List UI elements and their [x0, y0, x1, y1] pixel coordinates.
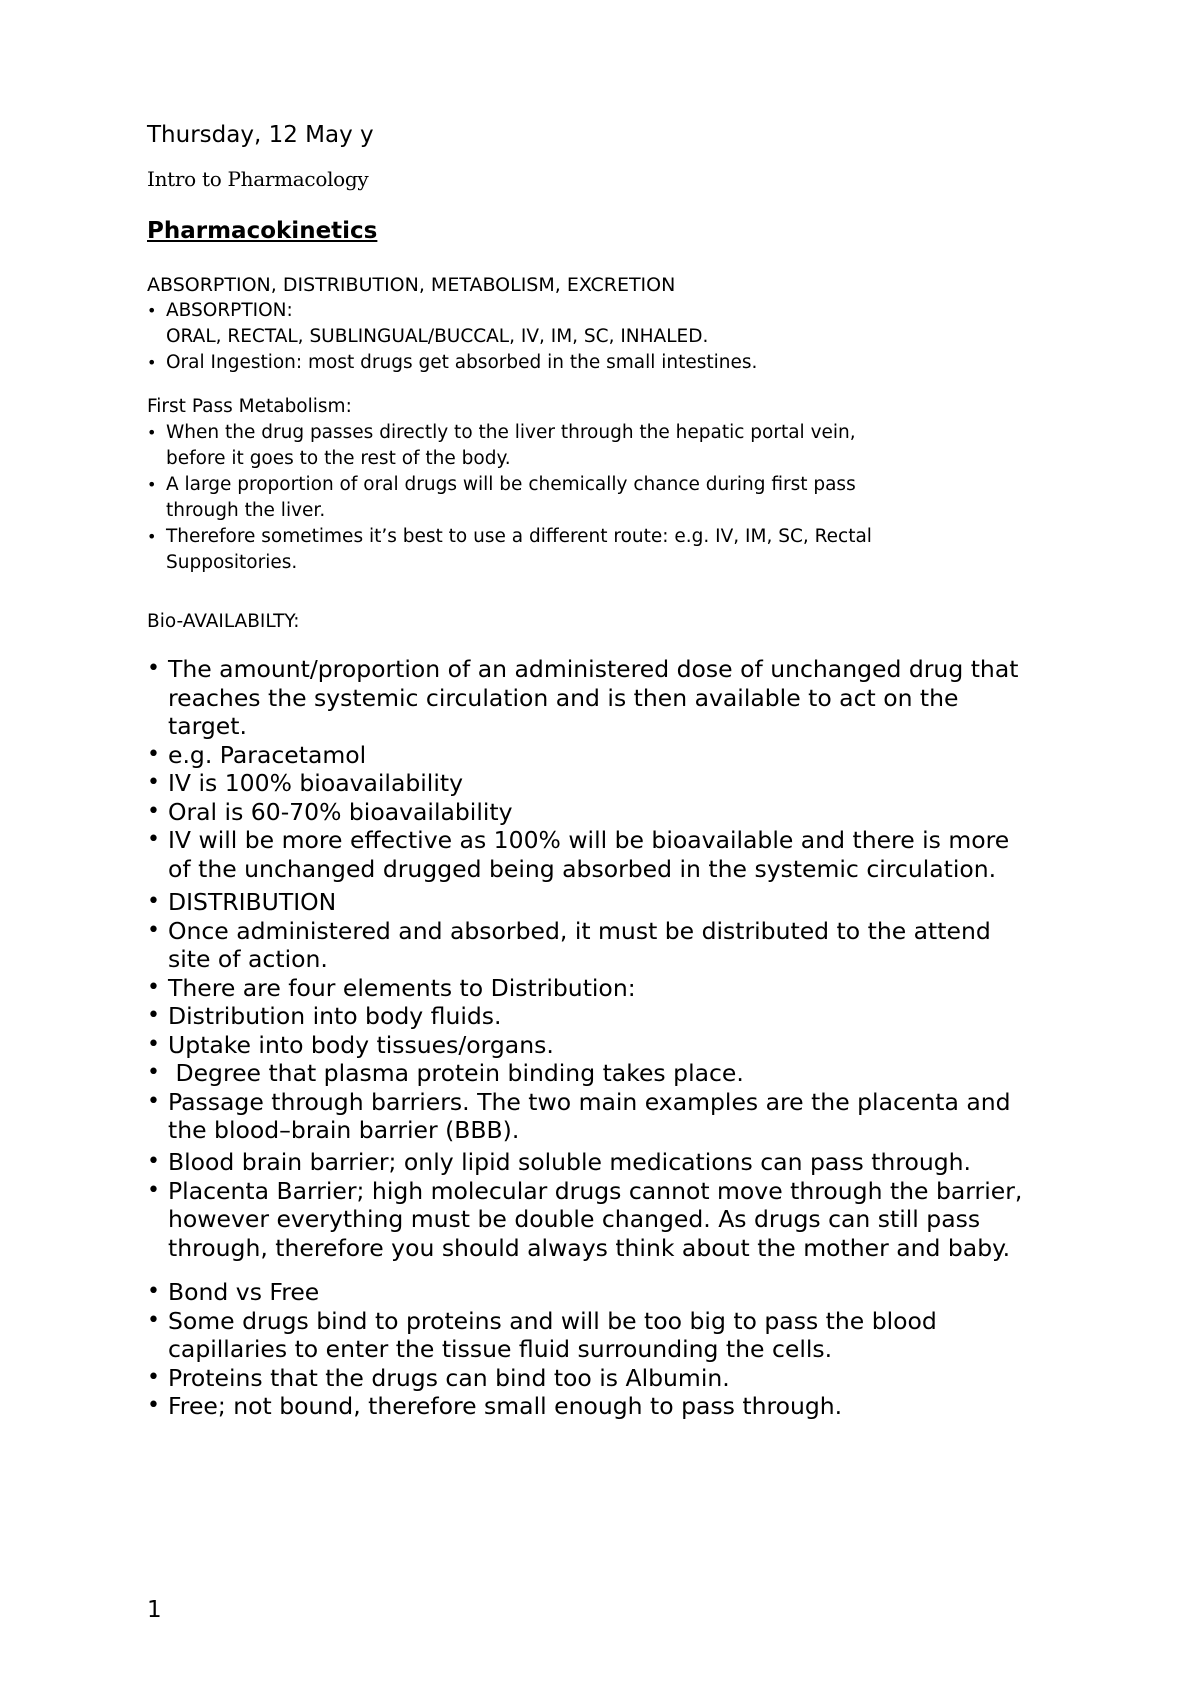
list-item-text: IV will be more effective as 100% will be bioavailable and there is more — [168, 826, 1010, 854]
list-item-continuation — [147, 550, 1067, 576]
list-item-text: A large proportion of oral drugs will be chemically chance during first pass — [166, 474, 856, 495]
list-item — [147, 741, 1067, 770]
list-item-text: Oral is 60-70% bioavailability — [168, 797, 513, 826]
list-item-text: Passage through barriers. The two main examples are the placenta and — [168, 1087, 1011, 1116]
bound-free-list — [147, 1278, 1067, 1421]
list-item-text: Some drugs bind to proteins and will be too big to pass the blood — [168, 1306, 937, 1335]
bullet-icon: • — [147, 827, 160, 852]
list-item — [147, 888, 1067, 917]
bullet-icon: • — [147, 741, 160, 767]
first-pass-section — [147, 394, 1067, 576]
list-item-text: Suppositories. — [166, 552, 298, 573]
bullet-icon: • — [147, 1003, 160, 1028]
bullet-icon: • — [147, 1364, 160, 1390]
list-item — [147, 1148, 1067, 1177]
list-item-continuation — [147, 684, 1067, 713]
bullet-icon: • — [147, 1060, 160, 1085]
bullet-icon: • — [147, 1177, 160, 1203]
list-item-text: Free; not bound, therefore small enough to pass through. — [168, 1392, 843, 1420]
barriers-list — [147, 1148, 1067, 1262]
bullet-icon: • — [147, 889, 160, 914]
list-item-text: of the unchanged drugged being absorbed in the systemic circulation. — [168, 854, 997, 883]
list-item — [147, 1059, 1067, 1088]
document-subtitle: Intro to Pharmacology — [147, 167, 369, 191]
list-item — [147, 1002, 1067, 1031]
list-item — [147, 1278, 1067, 1307]
list-item-text: Uptake into body tissues/organs. — [168, 1030, 554, 1059]
list-item-text: the blood–brain barrier (BBB). — [168, 1116, 520, 1144]
bullet-icon: • — [147, 353, 157, 372]
list-item-continuation — [147, 1335, 1067, 1364]
bullet-icon: • — [147, 917, 160, 943]
list-item-text: Distribution into body fluids. — [168, 1002, 502, 1030]
list-item-text: through, therefore you should always think about the mother and baby. — [168, 1233, 1011, 1262]
bullet-icon: • — [147, 1088, 160, 1114]
bioavailability-title — [147, 609, 1067, 635]
list-item-text: Placenta Barrier; high molecular drugs cannot move through the barrier, — [168, 1176, 1023, 1205]
list-item — [147, 1307, 1067, 1336]
bullet-icon: • — [147, 974, 160, 1000]
list-item-text: Degree that plasma protein binding takes place. — [168, 1059, 744, 1087]
bullet-icon: • — [147, 1031, 160, 1057]
list-item — [147, 298, 1067, 324]
list-item-continuation — [147, 324, 1067, 350]
bullet-icon: • — [147, 301, 157, 320]
list-item-text: ORAL, RECTAL, SUBLINGUAL/BUCCAL, IV, IM, SC, INHALED. — [166, 326, 709, 347]
list-item-continuation — [147, 712, 1067, 741]
list-item-text: Oral Ingestion: most drugs get absorbed in the small intestines. — [166, 352, 758, 373]
list-item-text: Once administered and absorbed, it must be distributed to the attend — [168, 916, 991, 945]
list-item — [147, 1364, 1067, 1393]
list-item-text: capillaries to enter the tissue fluid surrounding the cells. — [168, 1335, 833, 1363]
bullet-icon: • — [147, 527, 157, 546]
list-item — [147, 917, 1067, 946]
first-pass-list — [147, 420, 1067, 576]
list-item-text: Therefore sometimes it’s best to use a different route: e.g. IV, IM, SC, Rectal — [166, 526, 872, 547]
list-item — [147, 826, 1067, 855]
list-item-text: however everything must be double changed. As drugs can still pass — [168, 1205, 981, 1233]
list-item-text: reaches the systemic circulation and is then available to act on the — [168, 683, 959, 712]
list-item — [147, 1392, 1067, 1421]
list-item-text: before it goes to the rest of the body. — [166, 448, 511, 469]
list-item-text: Proteins that the drugs can bind too is Albumin. — [168, 1363, 730, 1392]
list-item — [147, 350, 1067, 376]
list-item-text: When the drug passes directly to the liver through the hepatic portal vein, — [166, 422, 856, 443]
list-item — [147, 1031, 1067, 1060]
phases-line: ABSORPTION, DISTRIBUTION, METABOLISM, EXCRETION — [147, 274, 676, 296]
document-date: Thursday, 12 May y — [147, 122, 374, 148]
bioavailability-title-text: Bio-AVAILABILTY: — [147, 611, 300, 632]
list-item — [147, 655, 1067, 684]
absorption-list — [147, 298, 1067, 376]
list-item-text: The amount/proportion of an administered dose of unchanged drug that — [168, 655, 1019, 683]
section-heading: Pharmacokinetics — [147, 218, 378, 244]
list-item-continuation — [147, 855, 1067, 884]
bioavailability-list — [147, 655, 1067, 883]
list-item-continuation — [147, 945, 1067, 974]
bullet-icon: • — [147, 423, 157, 442]
page-number: 1 — [147, 1597, 162, 1623]
bullet-icon: • — [147, 1279, 160, 1304]
distribution-list — [147, 888, 1067, 1145]
list-item — [147, 769, 1067, 798]
list-item — [147, 472, 1067, 498]
bullet-icon: • — [147, 1149, 160, 1174]
bullet-icon: • — [147, 475, 157, 494]
list-item-continuation — [147, 446, 1067, 472]
list-item — [147, 1177, 1067, 1206]
list-item-continuation — [147, 1205, 1067, 1234]
list-item-text: IV is 100% bioavailability — [168, 769, 463, 797]
list-item-text: Bond vs Free — [168, 1278, 320, 1306]
bullet-icon: • — [147, 656, 160, 681]
list-item — [147, 420, 1067, 446]
list-item-text: e.g. Paracetamol — [168, 740, 367, 769]
list-item-continuation — [147, 1116, 1067, 1145]
bullet-icon: • — [147, 798, 160, 824]
list-item-continuation — [147, 1234, 1067, 1263]
list-item — [147, 1088, 1067, 1117]
list-item-text: DISTRIBUTION — [168, 888, 337, 916]
list-item-text: ABSORPTION: — [166, 300, 293, 321]
list-item — [147, 798, 1067, 827]
list-item-continuation — [147, 498, 1067, 524]
list-item-text: There are four elements to Distribution: — [168, 973, 636, 1002]
bullet-icon: • — [147, 1307, 160, 1333]
list-item-text: site of action. — [168, 945, 328, 973]
list-item — [147, 524, 1067, 550]
list-item-text: through the liver. — [166, 500, 326, 521]
list-item — [147, 974, 1067, 1003]
bullet-icon: • — [147, 1393, 160, 1418]
first-pass-title: First Pass Metabolism: — [147, 396, 352, 417]
bullet-icon: • — [147, 770, 160, 795]
list-item-text: target. — [168, 712, 247, 740]
list-item-text: Blood brain barrier; only lipid soluble medications can pass through. — [168, 1148, 972, 1176]
